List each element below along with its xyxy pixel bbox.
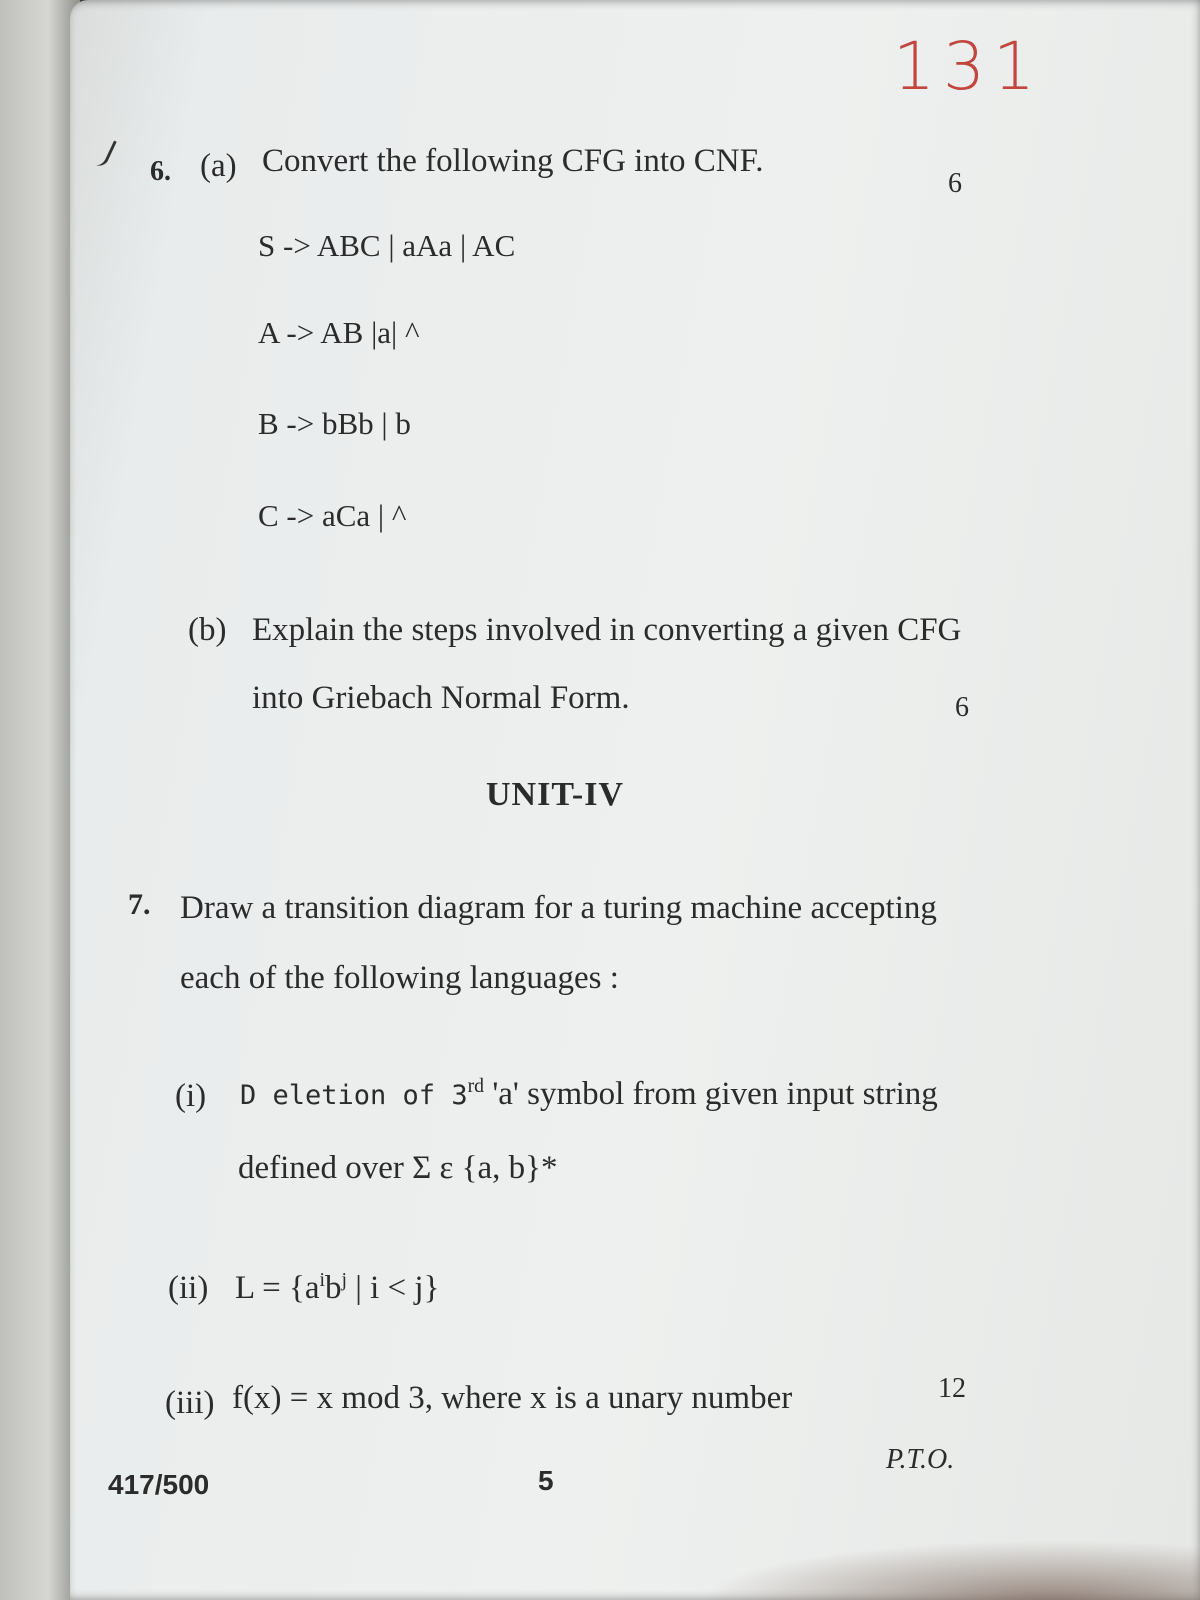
q6a-marks: 6 — [948, 168, 962, 199]
exam-page — [70, 0, 1200, 1600]
lang-b: b — [325, 1270, 342, 1306]
facing-page-edge — [0, 0, 80, 1600]
q7ii-language — [235, 1270, 439, 1307]
q6b-line1: Explain the steps involved in converting a given CFG — [252, 612, 962, 648]
lang-prefix: L = {a — [235, 1270, 320, 1306]
q6b-label: (b) — [188, 612, 227, 648]
q7i-label: (i) — [175, 1078, 207, 1114]
q7-number: 7. — [128, 888, 151, 921]
sup-j: j — [341, 1269, 348, 1291]
q7-line1: Draw a transition diagram for a turing machine accepting — [180, 890, 937, 926]
lang-suffix: | i < j} — [347, 1270, 440, 1306]
q6b-line2: into Griebach Normal Form. — [252, 680, 630, 716]
superscript-rd: rd — [467, 1075, 485, 1097]
production-b: B -> bBb | b — [258, 406, 411, 441]
paper-code: 417/500 — [108, 1469, 210, 1500]
q7i-line2: defined over Σ ε {a, b}* — [238, 1150, 558, 1186]
q6b-marks: 6 — [955, 692, 969, 723]
unit-heading: UNIT-IV — [486, 776, 625, 813]
deletion-text: D eletion of 3 — [240, 1080, 468, 1111]
q7ii-label: (ii) — [168, 1270, 209, 1306]
q7iii-text: f(x) = x mod 3, where x is a unary number — [232, 1380, 793, 1416]
q7i-line1 — [240, 1076, 938, 1113]
q7-marks: 12 — [938, 1373, 966, 1404]
production-a: A -> AB |a| ^ — [258, 315, 420, 350]
q7i-rest: 'a' symbol from given input string — [484, 1076, 938, 1112]
q6-number: 6. — [150, 156, 171, 187]
production-s: S -> ABC | aAa | AC — [258, 228, 516, 263]
q7-line2: each of the following languages : — [180, 960, 619, 996]
sup-i: i — [319, 1269, 326, 1291]
q7iii-label: (iii) — [165, 1385, 215, 1421]
q6a-label: (a) — [200, 148, 237, 184]
page-number: 5 — [538, 1465, 554, 1496]
production-c: C -> aCa | ^ — [258, 498, 407, 533]
q6a-text: Convert the following CFG into CNF. — [262, 143, 764, 179]
handwritten-page-number: 131 — [893, 28, 1043, 105]
pto-note: P.T.O. — [886, 1444, 955, 1475]
hand-shadow — [700, 1540, 1200, 1600]
